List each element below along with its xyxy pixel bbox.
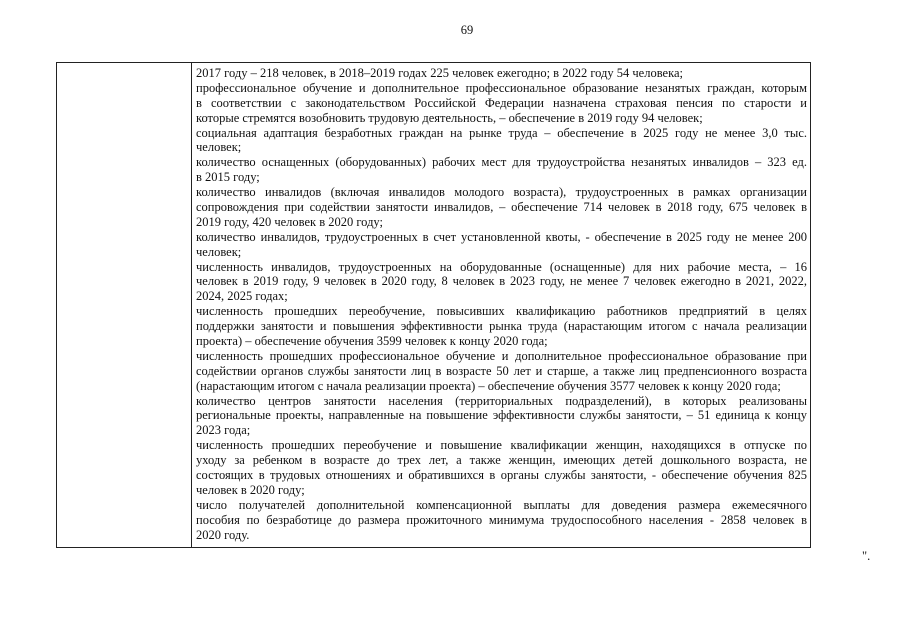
- text-line: уходу за ребенком в возрасте до трех лет, а также женщин, имеющих детей дошкольного возраста, не: [196, 453, 807, 468]
- paragraph: [196, 185, 807, 230]
- paragraph: [196, 81, 807, 126]
- text-line: человек;: [196, 244, 242, 259]
- closing-quote-mark: ".: [862, 549, 871, 563]
- text-line: в 2015 году;: [196, 170, 260, 185]
- page-number: 69: [460, 23, 474, 37]
- text-line: содействии органов службы занятости лиц в возрасте 50 лет и старше, а также лиц предпенсионного возраста: [196, 363, 807, 378]
- text-line: 2019 году, 420 человек в 2020 году;: [196, 214, 383, 229]
- paragraph: [196, 498, 807, 543]
- text-line: 2023 года;: [196, 423, 251, 438]
- text-line: человек в 2020 году;: [196, 482, 305, 497]
- text-line: поддержки занятости и повышения эффективности рынка труда (нарастающим итогом с начала реализации: [196, 319, 807, 334]
- text-line: сопровождения при содействии занятости инвалидов, – обеспечение 714 человек в 2018 году, 675 человек в: [196, 200, 807, 215]
- paragraph: [196, 260, 807, 305]
- document-table: [56, 62, 811, 548]
- paragraph: [196, 349, 807, 394]
- paragraph: [196, 394, 807, 439]
- text-line: социальная адаптация безработных граждан на рынке труда – обеспечение в 2025 году не менее 3,0 тыс.: [196, 125, 807, 140]
- text-line: человек;: [196, 140, 242, 155]
- paragraph: [196, 66, 807, 81]
- text-line: профессиональное обучение и дополнительное профессиональное образование незанятых граждан, которым: [196, 80, 807, 95]
- text-line: человек в 2019 году, 9 человек в 2020 году, 8 человек в 2023 году, не менее 7 человек ежегодно в 2021, 2022,: [196, 274, 807, 289]
- text-line: 2017 году – 218 человек, в 2018–2019 годах 225 человек ежегодно; в 2022 году 54 человека;: [196, 66, 683, 80]
- text-line: численность прошедших профессиональное обучение и дополнительное профессиональное образование при: [196, 348, 807, 363]
- text-line: пособия по безработице до размера прожиточного минимума трудоспособного населения - 2858 человек в: [196, 512, 807, 527]
- text-line: численность прошедших переобучение и повышение квалификации женщин, находящихся в отпуске по: [196, 438, 807, 453]
- paragraph: [196, 438, 807, 498]
- text-line: количество инвалидов, трудоустроенных в счет установленной квоты, - обеспечение в 2025 году не менее 200: [196, 229, 807, 244]
- table-cell-right: [192, 63, 810, 547]
- text-line: численность прошедших переобучение, повысивших квалификацию работников предприятий в целях: [196, 304, 807, 319]
- paragraph: [196, 155, 807, 185]
- text-line: (нарастающим итогом с начала реализации проекта) – обеспечение обучения 3577 человек к концу 2020 года;: [196, 378, 781, 393]
- paragraph: [196, 126, 807, 156]
- text-line: численность инвалидов, трудоустроенных на оборудованные (оснащенные) для них рабочие места, – 16: [196, 259, 807, 274]
- paragraph: [196, 230, 807, 260]
- text-line: 2020 году.: [196, 527, 250, 542]
- text-line: 2024, 2025 годах;: [196, 289, 288, 304]
- text-line: количество инвалидов (включая инвалидов молодого возраста), трудоустроенных в рамках организации: [196, 185, 807, 200]
- text-line: в соответствии с законодательством Российской Федерации назначена страховая пенсия по старости и: [196, 95, 807, 110]
- text-line: количество центров занятости населения (территориальных подразделений), в которых реализованы: [196, 393, 807, 408]
- text-line: состоящих в трудовых отношениях и обратившихся в органы службы занятости, - обеспечение обучения 825: [196, 468, 807, 483]
- text-line: региональные проекты, направленные на повышение эффективности службы занятости, – 51 единица к концу: [196, 408, 807, 423]
- table-cell-left: [57, 63, 192, 547]
- text-line: проекта) – обеспечение обучения 3599 человек к концу 2020 года;: [196, 334, 548, 349]
- text-line: которые стремятся возобновить трудовую деятельность, – обеспечение в 2019 году 94 человек;: [196, 110, 703, 125]
- text-line: количество оснащенных (оборудованных) рабочих мест для трудоустройства незанятых инвалидов – 323 ед.: [196, 155, 807, 170]
- text-line: число получателей дополнительной компенсационной выплаты для доведения размера ежемесячного: [196, 497, 807, 512]
- paragraph: [196, 304, 807, 349]
